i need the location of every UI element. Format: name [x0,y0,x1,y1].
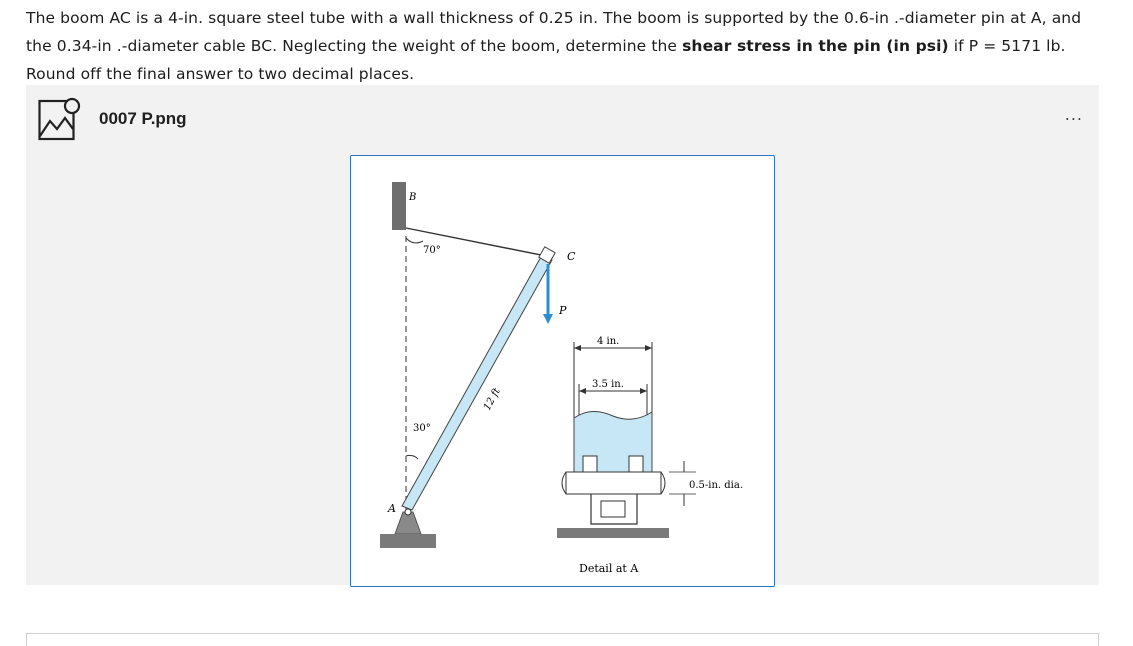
angle-arc-30 [406,455,418,459]
question-text [26,4,1101,88]
label-a: A [388,502,396,515]
label-length: 12 ft [481,386,503,413]
pin-a [405,509,411,515]
next-section-edge [26,633,1099,646]
label-angle-70: 70° [423,245,441,256]
question-text-emphasis: shear stress in the pin (in psi) [682,37,949,55]
more-options-button[interactable]: ... [1064,105,1083,124]
question-text-part2: if P = 5171 lb. Round off the final answer to two decimal places. [26,37,1066,83]
label-angle-30: 30° [413,423,431,434]
image-file-icon [38,96,86,142]
angle-arc-70 [406,238,423,243]
question-text-part1: The boom AC is a 4-in. square steel tube with a wall thickness of 0.25 in. The boom is supported by the 0.6-in .-diameter pin at A, and the 0.34-in .-diameter cable BC. Neglecting the weight of the boom, determine the [26,9,1082,55]
label-dim-outer: 4 in. [597,336,620,347]
label-dim-inner: 3.5 in. [592,379,624,390]
image-attachment [26,85,1099,585]
boom-figure [351,156,774,586]
ground-detail [557,528,669,538]
label-pin-diameter: 0.5-in. dia. [689,480,744,491]
attached-figure[interactable] [350,155,775,587]
wall-support [392,182,406,230]
label-c: C [567,250,576,263]
attachment-file-name[interactable]: 0007 P.png [99,109,187,128]
detail-pin [566,472,661,494]
ground-a [380,534,436,548]
label-p: P [559,304,567,317]
label-b: B [409,192,417,203]
label-detail-caption: Detail at A [579,562,639,575]
boom-ac [402,255,552,510]
load-p-arrowhead [543,314,553,324]
attachment-header [26,85,1099,157]
